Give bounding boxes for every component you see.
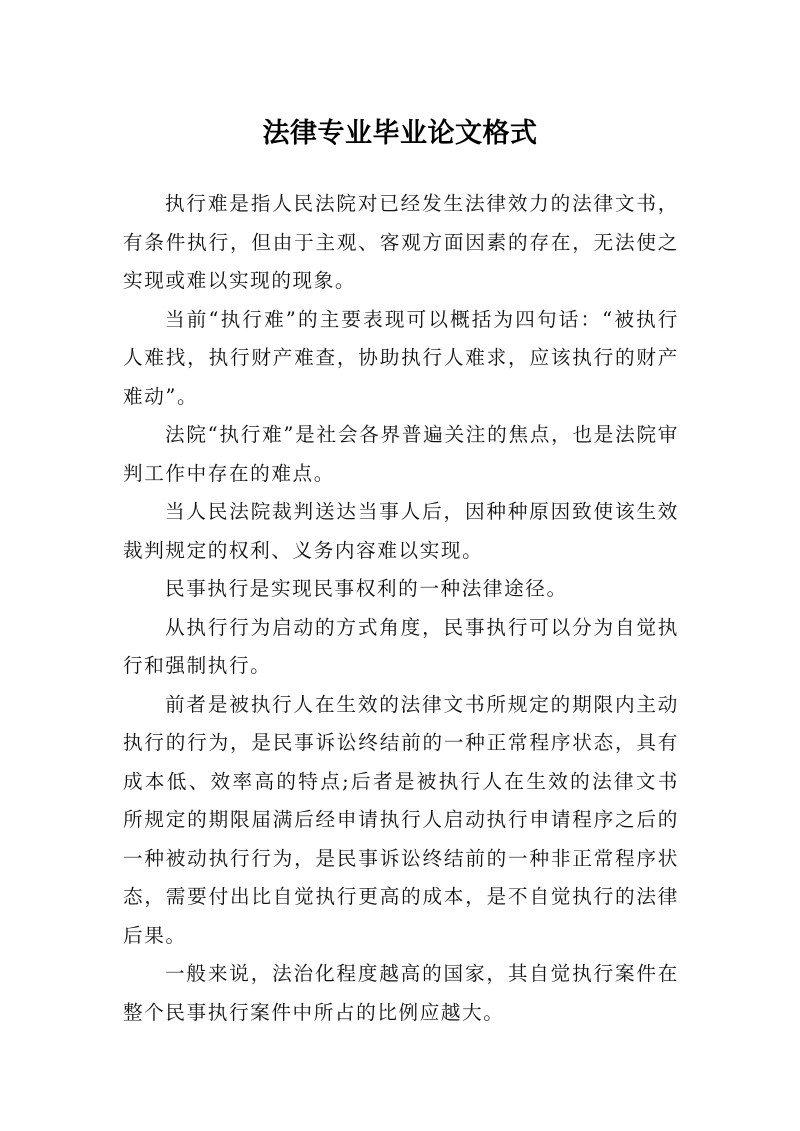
document-body [123,185,679,1032]
paragraph-5: 民事执行是实现民事权利的一种法律途径。 [165,577,568,600]
paragraph-4: 当人民法院裁判送达当事人后，因种种原因致使该生效裁判规定的权利、义务内容难以实现。 [123,500,679,562]
paragraph-6: 从执行行为启动的方式角度，民事执行可以分为自觉执行和强制执行。 [123,615,679,677]
paragraph-2: 当前“执行难”的主要表现可以概括为四句话：“被执行人难找，执行财产难查，协助执行人难求，应该执行的财产难动”。 [123,307,679,408]
paragraph-8: 一般来说，法治化程度越高的国家，其自觉执行案件在整个民事执行案件中所占的比例应越大。 [123,962,679,1024]
document-title: 法律专业毕业论文格式 [262,118,538,150]
paragraph-1: 执行难是指人民法院对已经发生法律效力的法律文书，有条件执行，但由于主观、客观方面因素的存在，无法使之实现或难以实现的现象。 [123,192,679,292]
paragraph-7: 前者是被执行人在生效的法律文书所规定的期限内主动执行的行为，是民事诉讼终结前的一种正常程序状态，具有成本低、效率高的特点;后者是被执行人在生效的法律文书所规定的期限届满后经申请执行人启动执行申请程序之后的一种被动执行行为，是民事诉讼终结前的一种非正常程序状态，需要付出比自觉执行更高的成本，是不自觉执行的法律后果。 [123,692,679,947]
paragraph-3: 法院“执行难”是社会各界普遍关注的焦点，也是法院审判工作中存在的难点。 [123,423,679,485]
